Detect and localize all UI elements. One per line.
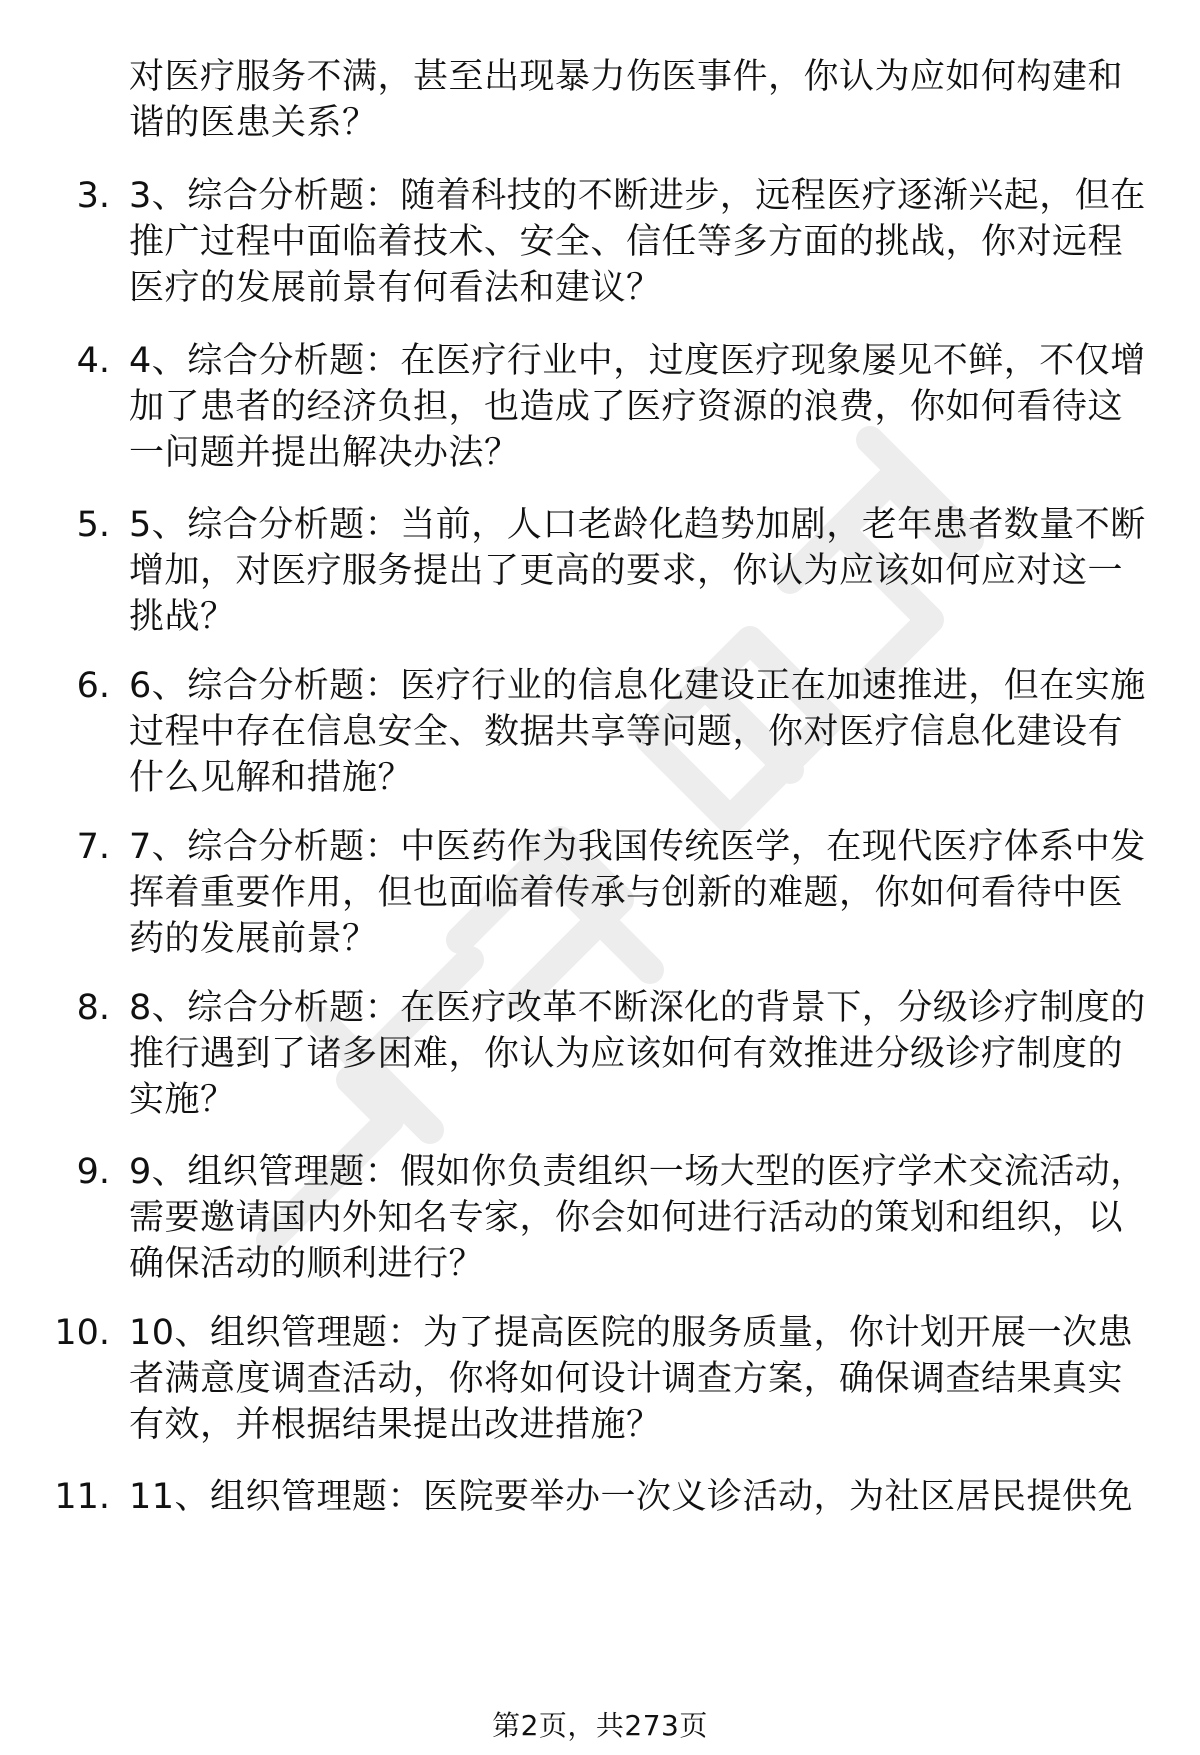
list-number: 5. [76,505,110,545]
text-line: 医疗的发展前景有何看法和建议？ [129,268,662,308]
list-number: 7. [76,827,110,867]
text-line: 5、综合分析题：当前，人口老龄化趋势加剧，老年患者数量不断 [129,505,1146,545]
text-line: 挥着重要作用，但也面临着传承与创新的难题，你如何看待中医 [129,873,1124,913]
text-line: 11、组织管理题：医院要举办一次义诊活动，为社区居民提供免 [129,1477,1134,1517]
list-number: 8. [76,988,110,1028]
text-line: 需要邀请国内外知名专家，你会如何进行活动的策划和组织，以 [129,1198,1124,1238]
text-line: 什么见解和措施？ [129,758,414,798]
text-line: 药的发展前景？ [129,919,378,959]
text-line: 挑战？ [129,597,236,637]
page-footer: 第2页，共273页 [492,1709,708,1742]
text-line: 谐的医患关系？ [129,103,378,143]
text-line: 7、综合分析题：中医药作为我国传统医学，在现代医疗体系中发 [129,827,1146,867]
list-number: 11. [54,1477,110,1517]
text-line: 4、综合分析题：在医疗行业中，过度医疗现象屡见不鲜，不仅增 [129,341,1146,381]
text-line: 推行遇到了诸多困难，你认为应该如何有效推进分级诊疗制度的 [129,1034,1124,1074]
list-number: 6. [76,666,110,706]
list-number: 3. [76,176,110,216]
text-line: 对医疗服务不满，甚至出现暴力伤医事件，你认为应如何构建和 [129,57,1124,97]
text-line: 9、组织管理题：假如你负责组织一场大型的医疗学术交流活动， [129,1152,1146,1192]
list-number: 10. [54,1313,110,1353]
list-number: 9. [76,1152,110,1192]
text-line: 增加，对医疗服务提出了更高的要求，你认为应该如何应对这一 [129,551,1124,591]
text-line: 6、综合分析题：医疗行业的信息化建设正在加速推进，但在实施 [129,666,1146,706]
text-line: 一问题并提出解决办法？ [129,433,520,473]
text-line: 3、综合分析题：随着科技的不断进步，远程医疗逐渐兴起，但在 [129,176,1146,216]
list-number: 4. [76,341,110,381]
text-line: 10、组织管理题：为了提高医院的服务质量，你计划开展一次患 [129,1313,1134,1353]
text-line: 加了患者的经济负担，也造成了医疗资源的浪费，你如何看待这 [129,387,1124,427]
text-line: 确保活动的顺利进行？ [129,1244,485,1284]
text-line: 过程中存在信息安全、数据共享等问题，你对医疗信息化建设有 [129,712,1124,752]
text-line: 推广过程中面临着技术、安全、信任等多方面的挑战，你对远程 [129,222,1124,262]
text-line: 实施？ [129,1080,236,1120]
text-line: 有效，并根据结果提出改进措施？ [129,1405,662,1445]
text-line: 者满意度调查活动，你将如何设计调查方案，确保调查结果真实 [129,1359,1124,1399]
text-line: 8、综合分析题：在医疗改革不断深化的背景下，分级诊疗制度的 [129,988,1146,1028]
